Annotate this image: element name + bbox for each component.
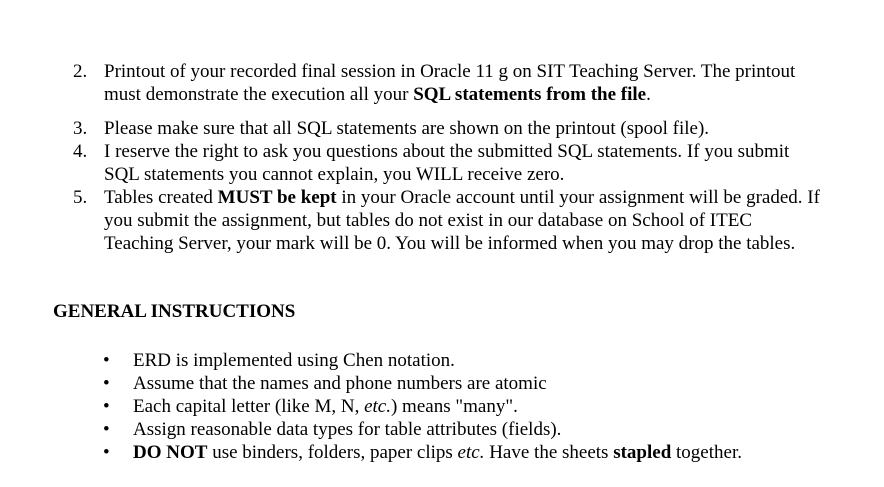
bullet-text-end: ) means "many". <box>390 396 518 417</box>
bullet-item-2 <box>0 372 884 395</box>
list-item-text: I reserve the right to ask you questions about the submitted SQL statements. If you submit SQL statements you cannot explain, you WILL receive zero. <box>104 141 790 185</box>
numbered-list <box>0 60 884 255</box>
bullet-text: Each capital letter (like M, N, <box>133 396 365 417</box>
bullet-dot-icon: • <box>103 419 110 440</box>
section-heading: GENERAL INSTRUCTIONS <box>53 301 296 322</box>
bullet-bold-text-2: stapled <box>613 442 672 463</box>
list-number: 2. <box>73 61 88 82</box>
list-item-bold-text: SQL statements from the file <box>413 84 647 105</box>
list-item-text-end: in your Oracle account until your assignment will be graded. If you submit the assignment, but tables do not exist in our database on School of ITEC Teaching Server, your mark will be 0. You will be informed when you may drop the tables. <box>104 187 820 254</box>
list-item-text: Please make sure that all SQL statements are shown on the printout (spool file). <box>104 118 710 139</box>
bullet-item-1 <box>0 349 884 372</box>
bullet-italic-text: etc. <box>457 442 485 463</box>
bullet-list <box>0 349 884 464</box>
list-number: 3. <box>73 118 88 139</box>
bullet-item-3 <box>0 395 884 418</box>
bullet-dot-icon: • <box>103 396 110 417</box>
list-item-text: Tables created <box>104 187 218 208</box>
list-number: 4. <box>73 141 88 162</box>
list-item-5 <box>0 186 824 255</box>
bullet-dot-icon: • <box>103 373 110 394</box>
bullet-item-5 <box>0 441 884 464</box>
bullet-text: ERD is implemented using Chen notation. <box>133 350 455 371</box>
list-item-3 <box>0 117 824 140</box>
bullet-bold-text: DO NOT <box>133 442 208 463</box>
bullet-dot-icon: • <box>103 350 110 371</box>
list-number: 5. <box>73 187 88 208</box>
list-item-text-end: . <box>646 84 651 105</box>
list-item-4 <box>0 140 824 186</box>
bullet-dot-icon: • <box>103 442 110 463</box>
bullet-text: Assign reasonable data types for table attributes (fields). <box>133 419 562 440</box>
bullet-text: Assume that the names and phone numbers are atomic <box>133 373 547 394</box>
bullet-text-mid: Have the sheets <box>484 442 614 463</box>
list-item-bold-text: MUST be kept <box>217 187 337 208</box>
bullet-text-end: together. <box>671 442 742 463</box>
list-item-text: Printout of your recorded final session in Oracle 11 g on SIT Teaching Server. The printout must demonstrate the execution all your <box>104 61 796 105</box>
bullet-item-4 <box>0 418 884 441</box>
bullet-text: use binders, folders, paper clips <box>207 442 458 463</box>
list-item-2 <box>0 60 824 106</box>
bullet-italic-text: etc. <box>364 396 391 417</box>
